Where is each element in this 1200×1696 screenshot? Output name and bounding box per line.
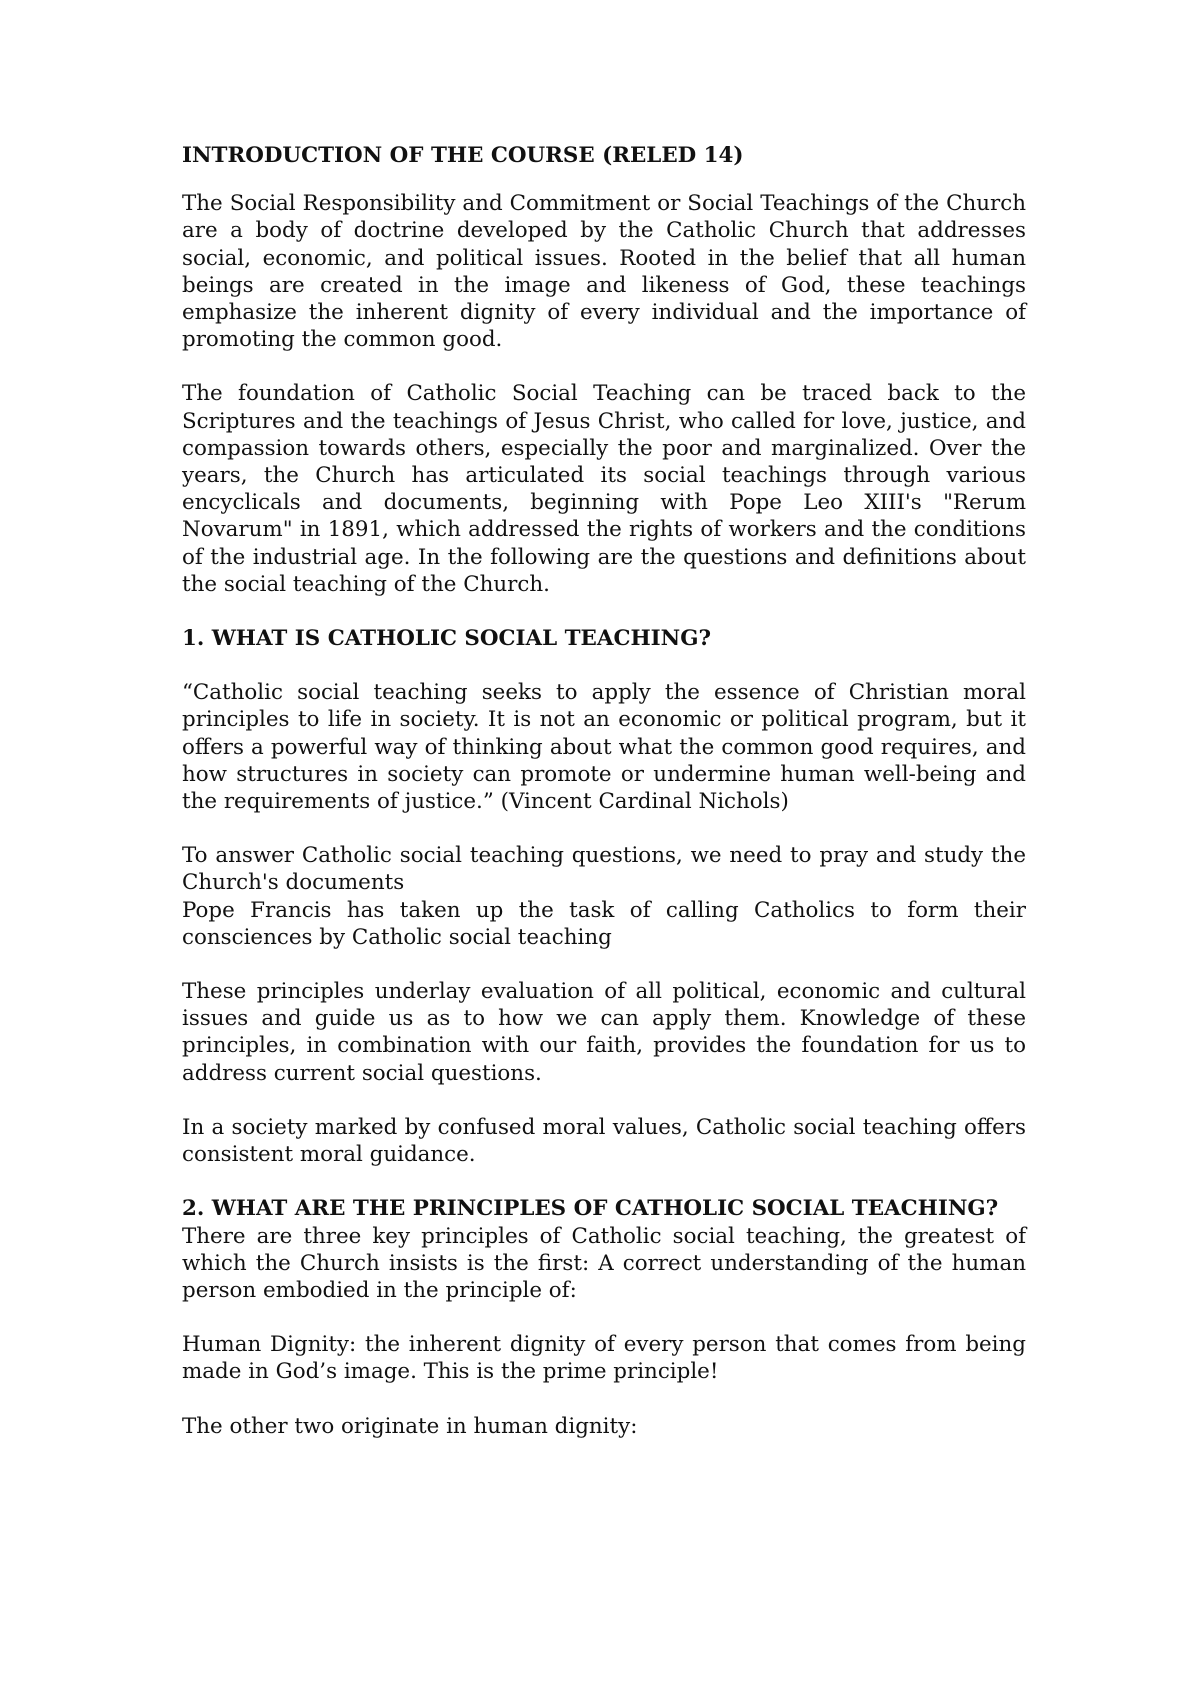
document-page [182,142,1026,1467]
intro-paragraph-2: The foundation of Catholic Social Teaching can be traced back to the Scriptures and the teachings of Jesus Christ, who called for love, justice, and compassion towards others, especially the poor and marginalized. Over the years, the Church has articulated its social teachings through various encyclicals and documents, beginning with Pope Leo XIII's "Rerum Novarum" in 1891, which addressed the rights of workers and the conditions of the industrial age. In the following are the questions and definitions about the social teaching of the Church. [182,381,1026,597]
intro-paragraph-1: The Social Responsibility and Commitment or Social Teachings of the Church are a body of doctrine developed by the Catholic Church that addresses social, economic, and political issues. Rooted in the belief that all human beings are created in the image and likeness of God, these teachings emphasize the inherent dignity of every individual and the importance of promoting the common good. [182,191,1026,353]
section-2-intro: There are three key principles of Catholic social teaching, the greatest of which the Church insists is the first: A correct understanding of the human person embodied in the principle of: [182,1223,1026,1303]
society-paragraph: In a society marked by confused moral values, Catholic social teaching offers consistent moral guidance. [182,1114,1026,1168]
nichols-quote: “Catholic social teaching seeks to apply the essence of Christian moral principles to life in society. It is not an economic or political program, but it offers a powerful way of thinking about what the common good requires, and how structures in society can promote or undermine human well-being and the requirements of justice.” (Vincent Cardinal Nichols) [182,680,1026,815]
document-title: INTRODUCTION OF THE COURSE (RELED 14) [182,143,744,168]
section-2-heading: 2. WHAT ARE THE PRINCIPLES OF CATHOLIC SOCIAL TEACHING? [182,1196,999,1222]
human-dignity-paragraph: Human Dignity: the inherent dignity of every person that comes from being made in God’s image. This is the prime principle! [182,1332,1026,1385]
principles-paragraph: These principles underlay evaluation of all political, economic and cultural issues and guide us as to how we can apply them. Knowledge of these principles, in combination with our faith, provides the foundation for us to address current social questions. [182,979,1026,1086]
answer-line-2: Pope Francis has taken up the task of calling Catholics to form their consciences by Catholic social teaching [182,897,1026,950]
section-1-heading: 1. WHAT IS CATHOLIC SOCIAL TEACHING? [182,626,712,652]
answer-line-1: To answer Catholic social teaching questions, we need to pray and study the Church's documents [182,843,1026,896]
other-two-paragraph: The other two originate in human dignity: [182,1413,638,1439]
